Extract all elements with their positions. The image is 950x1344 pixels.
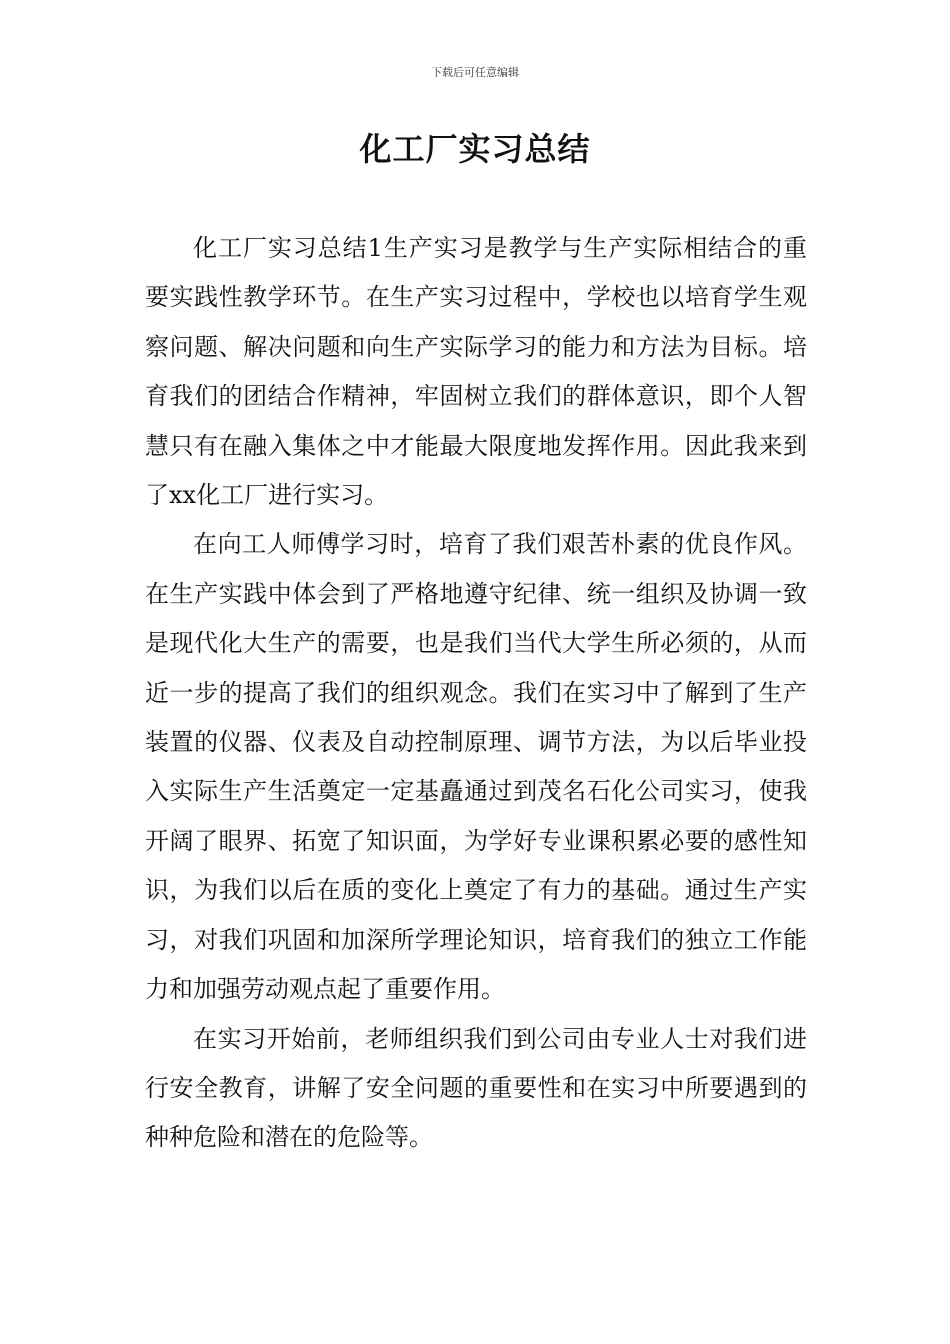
document-title: 化工厂实习总结 bbox=[359, 130, 591, 168]
header-note: 下载后可任意编辑 bbox=[431, 66, 519, 79]
paragraph-2: 在向工人师傅学习时，培育了我们艰苦朴素的优良作风。在生产实践中体会到了严格地遵守纪律、统一组织及协调一致是现代化大生产的需要，也是我们当代大学生所必须的，从而近一步的提高了我们的组织观念。我们在实习中了解到了生产装置的仪器、仪表及自动控制原理、调节方法，为以后毕业投入实际生产生活奠定一定基矗通过到茂名石化公司实习，使我开阔了眼界、拓宽了知识面，为学好专业课积累必要的感性知识，为我们以后在质的变化上奠定了有力的基础。通过生产实习，对我们巩固和加深所学理论知识，培育我们的独立工作能力和加强劳动观点起了重要作用。 bbox=[145, 530, 807, 1004]
paragraph-1: 化工厂实习总结1生产实习是教学与生产实际相结合的重要实践性教学环节。在生产实习过程中，学校也以培育学生观察问题、解决问题和向生产实际学习的能力和方法为目标。培育我们的团结合作精神，牢固树立我们的群体意识，即个人智慧只有在融入集体之中才能最大限度地发挥作用。因此我来到了xx化工厂进行实习。 bbox=[145, 234, 807, 510]
paragraph-3: 在实习开始前，老师组织我们到公司由专业人士对我们进行安全教育，讲解了安全问题的重要性和在实习中所要遇到的种种危险和潜在的危险等。 bbox=[145, 1024, 807, 1152]
document-body bbox=[145, 224, 807, 1163]
